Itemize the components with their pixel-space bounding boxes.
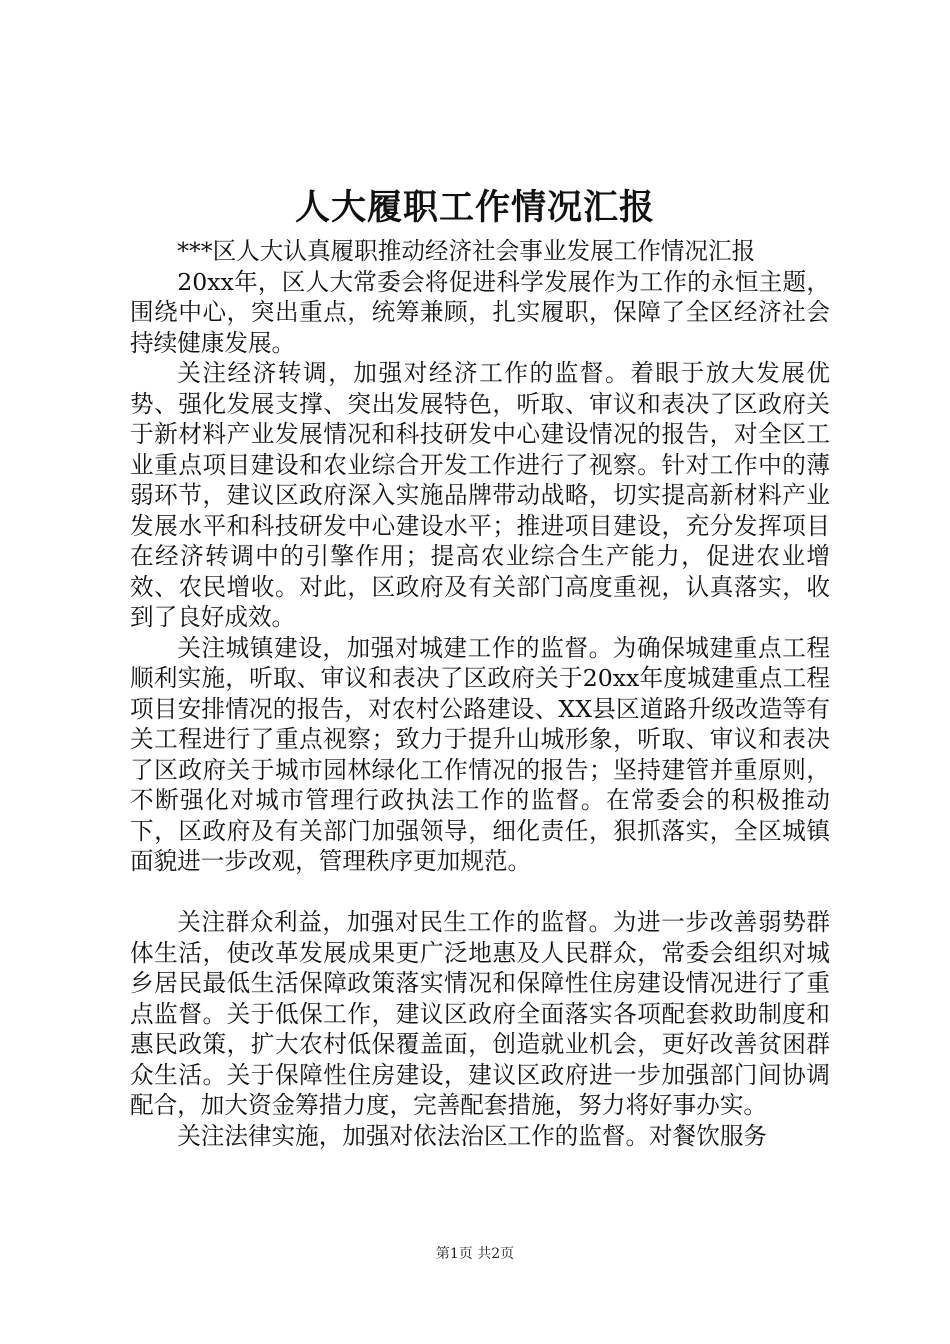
document-title: 人大履职工作情况汇报 — [294, 188, 655, 228]
page-footer: 第1页 共2页 — [435, 1246, 515, 1262]
paragraph-urban-construction: 关注城镇建设，加强对城建工作的监督。为确保城建重点工程顺利实施，听取、审议和表决了区政府关于20xx年度城建重点工程项目安排情况的报告，对农村公路建设、XX县区道路升级改造等有关工程进行了重点视察；致力于提升山城形象，听取、审议和表决了区政府关于城市园林绿化工作情况的报告；坚持建管并重原则，不断强化对城市管理行政执法工作的监督。在常委会的积极推动下，区政府及有关部门加强领导，细化责任，狠抓落实，全区城镇面貌进一步改观，管理秩序更加规范。 — [130, 633, 830, 875]
paragraph-intro: 20xx年，区人大常委会将促进科学发展作为工作的永恒主题，围绕中心，突出重点，统筹兼顾，扎实履职，保障了全区经济社会持续健康发展。 — [130, 267, 830, 357]
paragraph-economy: 关注经济转调，加强对经济工作的监督。着眼于放大发展优势、强化发展支撑、突出发展特色，听取、审议和表决了区政府关于新材料产业发展情况和科技研发中心建设情况的报告，对全区工业重点项目建设和农业综合开发工作进行了视察。针对工作中的薄弱环节，建议区政府深入实施品牌带动战略，切实提高新材料产业发展水平和科技研发中心建设水平；推进项目建设，充分发挥项目在经济转调中的引擎作用；提高农业综合生产能力，促进农业增效、农民增收。对此，区政府及有关部门高度重视，认真落实，收到了良好成效。 — [130, 359, 830, 631]
document-body — [130, 236, 830, 1151]
paragraph-law: 关注法律实施，加强对依法治区工作的监督。对餐饮服务 — [177, 1121, 768, 1150]
paragraph-subtitle: ***区人大认真履职推动经济社会事业发展工作情况汇报 — [177, 237, 756, 265]
paragraph-livelihood: 关注群众利益，加强对民生工作的监督。为进一步改善弱势群体生活，使改革发展成果更广泛地惠及人民群众，常委会组织对城乡居民最低生活保障政策落实情况和保障性住房建设情况进行了重点监督。关于低保工作，建议区政府全面落实各项配套救助制度和惠民政策，扩大农村低保覆盖面，创造就业机会，更好改善贫困群众生活。关于保障性住房建设，建议区政府进一步加强部门间协调配合，加大资金筹措力度，完善配套措施，努力将好事办实。 — [130, 908, 830, 1119]
